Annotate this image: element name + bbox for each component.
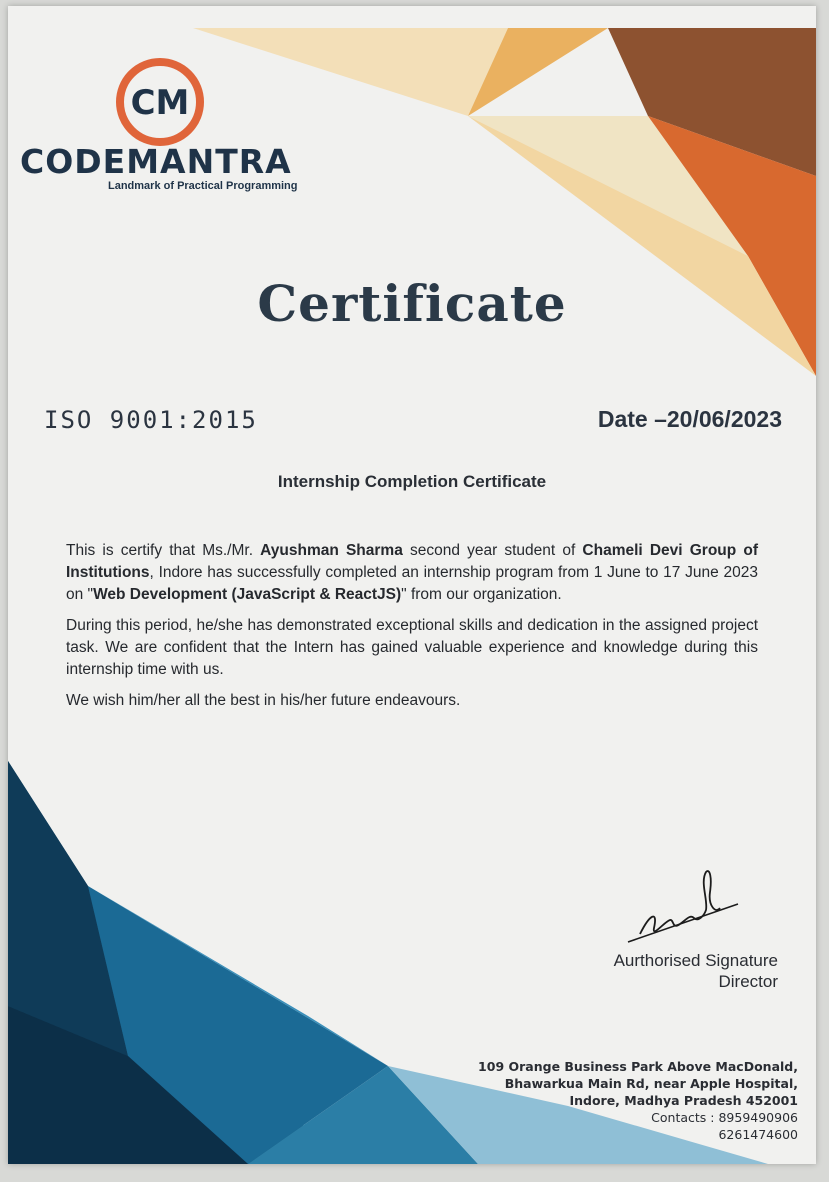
certificate-title: Certificate — [257, 274, 567, 333]
certificate-page — [8, 6, 816, 1164]
certificate-subtitle: Internship Completion Certificate — [277, 472, 547, 491]
signature-block — [614, 950, 778, 992]
wishes-paragraph: We wish him/her all the best in his/her future endeavours. — [66, 692, 461, 709]
brand-tagline: Landmark of Practical Programming — [108, 180, 298, 192]
certificate-body — [66, 540, 758, 721]
iso-number: ISO 9001:2015 — [44, 406, 258, 434]
address-line-2: Bhawarkua Main Rd, near Apple Hospital, — [504, 1076, 798, 1091]
contact-phone-1: Contacts : 8959490906 — [651, 1110, 798, 1125]
handwritten-signature — [620, 862, 750, 952]
codemantra-logo-icon — [112, 54, 208, 150]
signature-label: Aurthorised Signature — [613, 951, 778, 970]
address-line-3: Indore, Madhya Pradesh 452001 — [569, 1093, 798, 1108]
contact-phone-2: 6261474600 — [718, 1127, 798, 1142]
certify-paragraph: This is certify that Ms./Mr. Ayushman Sharma second year student of Chameli Devi Group of Institutions, Indore has successfully completed an internship program from 1 June to 17 June 2023 on "Web Development (JavaScript & ReactJS)" from our organization. — [66, 542, 758, 603]
institution-name: Chameli Devi Group of Institutions — [66, 542, 758, 581]
brand-name: CODEMANTRA — [20, 142, 292, 181]
signature-role: Director — [718, 972, 778, 991]
issue-date: Date –20/06/2023 — [597, 406, 782, 432]
performance-paragraph: During this period, he/she has demonstrated exceptional skills and dedication in the assigned project task. We are confident that the Intern has gained valuable experience and knowledge during this internship time with us. — [66, 617, 758, 678]
deco-shape-cream — [193, 28, 508, 116]
course-name: Web Development (JavaScript & ReactJS) — [93, 586, 402, 603]
company-address — [478, 1058, 798, 1143]
address-line-1: 109 Orange Business Park Above MacDonald, — [478, 1059, 798, 1074]
svg-text:CM: CM — [130, 83, 190, 123]
intern-name: Ayushman Sharma — [260, 542, 403, 559]
